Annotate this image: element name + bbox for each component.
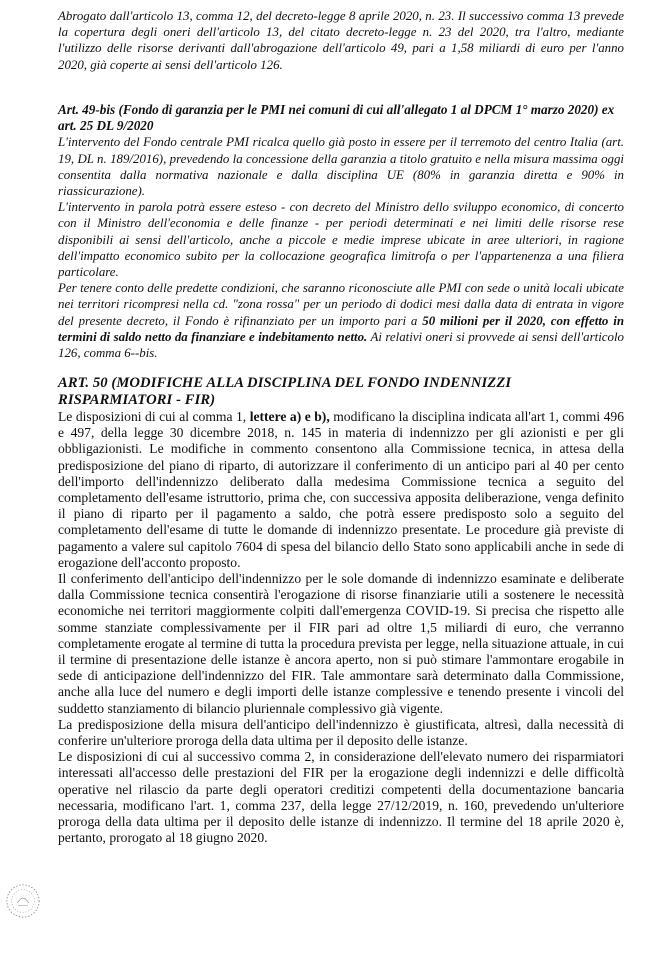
paragraph-art-50-2: Il conferimento dell'anticipo dell'indennizzo per le sole domande di indennizzo esaminate e deliberate dalla Commissione tecnica consentirà l'erogazione di risorse finanziarie utili a sostenere le necessità economiche nei territori maggiormente colpiti dall'emergenza COVID-19. Si precisa che rispetto alle somme stanziate complessivamente per il FIR pari ad oltre 1,5 miliardi di euro, che verranno completamente erogate al termine di tutta la procedura prevista per legge, nella situazione attuale, in cui il termine di presentazione delle istanze è ancora aperto, non si può stimare l'ammontare erogabile in sede di anticipazione dell'indennizzo del FIR. Tale ammontare sarà determinato dalla Commissione, anche alla luce del numero e degli importi delle istanze complessive e tenendo presente i vincoli del suddetto stanziamento di bilancio pluriennale complessivo già vigente. — [58, 571, 624, 716]
paragraph-art-49-bis-2: L'intervento in parola potrà essere esteso - con decreto del Ministro dello sviluppo economico, di concerto con il Ministro dell'economia e delle finanze - per periodi determinati e nei limiti delle risorse rese disponibili ai sensi dell'articolo, anche a piccole e medie imprese ubicate in aree ulteriori, in ragione dell'impatto economico subito per la collocazione geografica limitrofa o per l'appartenenza a una filiera particolare. — [58, 200, 624, 280]
paragraph-art-50-1-bold: lettere a) e b), — [249, 409, 330, 424]
paragraph-art-50-1 — [58, 409, 624, 571]
section-art-50 — [58, 375, 624, 846]
section-art-49-bis — [58, 102, 624, 361]
seal-stamp-icon — [4, 882, 42, 920]
paragraph-art-49-bis-3-start: Per tenere conto delle predette condizioni, che saranno riconosciute alle PMI con sede o unità locali ubicate nei territori ricompresi nella cd. "zona rossa" per un periodo di dodici mesi dalla data di entrata in vigore del presente decreto, il Fondo è rifinanziato per un importo pari a — [58, 281, 624, 328]
paragraph-art-49-bis-3 — [58, 280, 624, 361]
paragraph-art-50-3: La predisposizione della misura dell'anticipo dell'indennizzo è giustificata, altresì, dalla necessità di conferire un'ulteriore proroga della data ultima per il deposito delle istanze. — [58, 716, 624, 749]
paragraph-art-49-bis-3-end: Ai relativi oneri si provvede ai sensi dell'articolo 126, comma 6--bis. — [58, 329, 624, 361]
paragraph-art-49-bis-1: L'intervento del Fondo centrale PMI ricalca quello già posto in essere per il terremoto del centro Italia (art. 19, DL n. 189/2016), prevedendo la concessione della garanzia a titolo gratuito e nella misura massima oggi consentita dalla normativa nazionale e dalla disciplina UE (80% in garanzia diretta e 90% in riassicurazione). — [58, 135, 624, 199]
paragraph-art-50-1-start: Le disposizioni di cui al comma 1, — [58, 409, 250, 424]
intro-paragraph-block — [58, 8, 624, 73]
paragraph-art-49-bis-3-bold: 50 milioni per il 2020, con effetto in termini di saldo netto da finanziare e indebitamento netto. — [58, 313, 624, 344]
heading-art-50: ART. 50 (MODIFICHE ALLA DISCIPLINA DEL FONDO INDENNIZZI RISPARMIATORI - FIR) — [58, 375, 512, 408]
paragraph-art-50-1-end: modificano la disciplina indicata all'art 1, commi 496 e 497, della legge 30 dicembre 2018, n. 145 in materia di indennizzo per gli azionisti e per gli obbligazionisti. Le modifiche in commento consentono alla Commissione tecnica, in attesa della predisposizione del piano di riparto, di autorizzare il conferimento di un anticipo pari al 40 per cento dell'importo dell'indennizzo deliberato dalla medesima Commissione tecnica a seguito del completamento dell'esame istruttorio, prima che, con successiva apposita deliberazione, venga definito il piano di riparto per il pagamento a saldo, che potrà essere predisposto solo a seguito del completamento dell'esame di tutte le domande di indennizzo presentate. Le procedure già previste di pagamento a valere sul capitolo 7604 di spesa del bilancio dello Stato sono applicabili anche in sede di erogazione dell'acconto proposto. — [58, 409, 624, 570]
paragraph-art-50-4: Le disposizioni di cui al successivo comma 2, in considerazione dell'elevato numero dei risparmiatori interessati all'accesso delle prestazioni del FIR per la erogazione degli indennizzi e delle difficoltà operative nel rilascio da parte degli operatori creditizi competenti della documentazione bancaria necessaria, modificano l'art. 1, comma 237, della legge 27/12/2019, n. 160, prevedendo un'ulteriore proroga della data ultima per il deposito delle istanze di indennizzo. Il termine del 18 aprile 2020 è, pertanto, prorogato al 18 giugno 2020. — [58, 749, 624, 846]
paragraph-abrogation: Abrogato dall'articolo 13, comma 12, del decreto-legge 8 aprile 2020, n. 23. Il successivo comma 13 prevede la copertura degli oneri dell'articolo 13, del citato decreto-legge n. 23 del 2020, tra l'altro, mediante l'utilizzo delle risorse derivanti dall'abrogazione dell'articolo 49, pari a 1,58 miliardi di euro per l'anno 2020, già coperte ai sensi dell'articolo 126. — [58, 9, 624, 72]
heading-art-49-bis: Art. 49-bis (Fondo di garanzia per le PMI nei comuni di cui all'allegato 1 al DPCM 1° marzo 2020) ex art. 25 DL 9/2020 — [58, 102, 615, 134]
